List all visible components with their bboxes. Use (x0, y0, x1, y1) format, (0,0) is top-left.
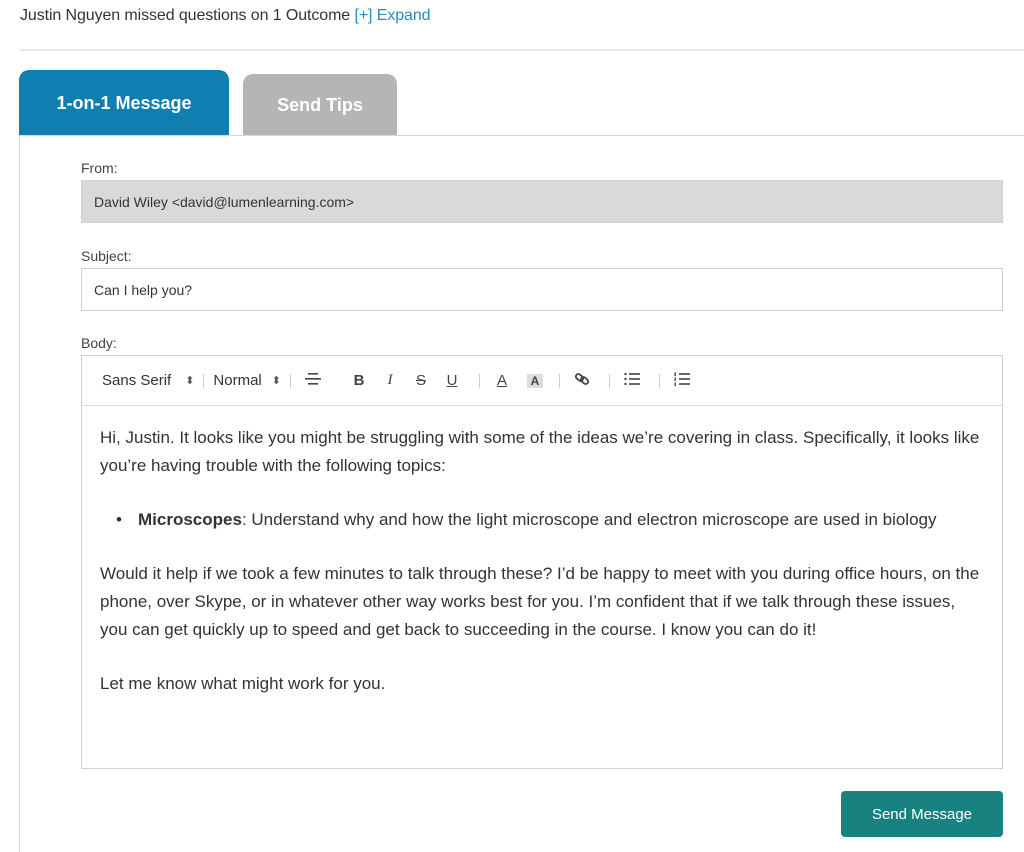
editor-toolbar (82, 356, 1002, 406)
italic-button[interactable]: I (387, 372, 393, 388)
body-paragraph: Would it help if we took a few minutes to talk through these? I’d be happy to meet with you during office hours, on the phone, over Skype, or in whatever other way works best for you. I’m confident that if we talk through these issues, you can get quickly up to speed and get back to succeeding in the course. I know you can do it! (100, 564, 980, 639)
subject-input[interactable]: Can I help you? (81, 268, 1003, 311)
body-paragraph: Let me know what might work for you. (100, 674, 386, 693)
font-family-select[interactable] (102, 372, 194, 389)
from-label: From: (81, 160, 118, 176)
divider (20, 49, 1024, 51)
toolbar-separator (559, 374, 560, 388)
background-color-button[interactable]: A (527, 374, 543, 388)
body-label: Body: (81, 335, 117, 351)
strike-button[interactable]: S (415, 372, 426, 389)
subject-label: Subject: (81, 248, 132, 264)
link-icon[interactable] (569, 371, 595, 391)
updown-arrow-icon: ⬍ (271, 375, 281, 387)
align-icon[interactable] (300, 372, 326, 390)
message-body[interactable] (82, 406, 1002, 698)
underline-button[interactable]: U (446, 372, 458, 389)
send-message-button[interactable]: Send Message (841, 791, 1003, 837)
toolbar-separator (479, 374, 480, 388)
from-field: David Wiley <david@lumenlearning.com> (81, 180, 1003, 223)
tab-label: Send Tips (277, 94, 363, 115)
ordered-list-icon[interactable] (669, 372, 695, 390)
bullet-icon: • (116, 510, 122, 529)
expand-link[interactable]: [+] Expand (354, 7, 431, 24)
missed-outcomes-summary (20, 7, 430, 25)
bold-button[interactable]: B (353, 372, 365, 389)
toolbar-separator (609, 374, 610, 388)
topic-term: Microscopes (138, 510, 242, 529)
topic-list (116, 506, 984, 534)
tab-send-tips[interactable] (243, 74, 397, 136)
font-size-select[interactable] (213, 372, 281, 389)
tab-1-on-1-message[interactable] (19, 70, 229, 136)
font-family-value: Sans Serif (102, 372, 172, 389)
body-editor[interactable] (81, 355, 1003, 769)
toolbar-separator (203, 374, 204, 388)
topic-description: : Understand why and how the light microscope and electron microscope are used in biology (241, 510, 937, 529)
toolbar-separator (659, 374, 660, 388)
updown-arrow-icon: ⬍ (185, 375, 195, 387)
missed-outcomes-text: Justin Nguyen missed questions on 1 Outcome (20, 7, 351, 24)
toolbar-separator (290, 374, 291, 388)
text-color-button[interactable]: A (496, 372, 507, 389)
font-size-value: Normal (213, 372, 262, 389)
list-item (116, 506, 984, 534)
bullet-list-icon[interactable] (619, 372, 645, 390)
tab-label: 1-on-1 Message (56, 92, 192, 113)
body-paragraph: Hi, Justin. It looks like you might be struggling with some of the ideas we’re covering in class. Specifically, it looks like you’re having trouble with the following topics: (100, 428, 980, 475)
